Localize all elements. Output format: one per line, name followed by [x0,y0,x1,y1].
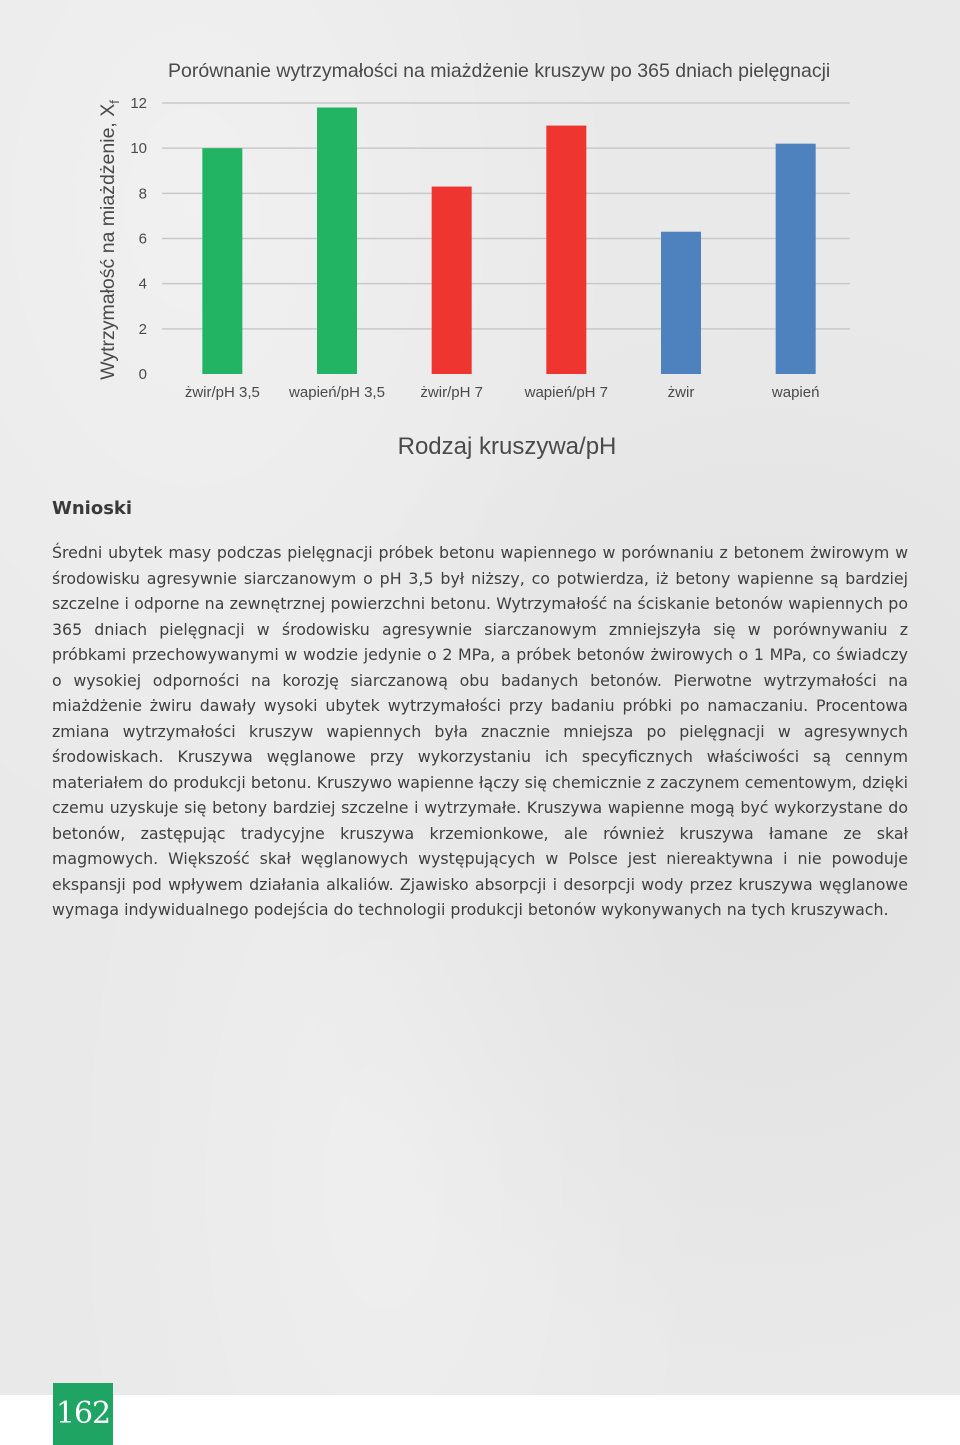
bar [546,126,586,374]
bar [317,108,357,374]
x-tick-label: żwir/pH 3,5 [184,384,260,401]
x-axis-label: Rodzaj kruszywa/pH [397,433,617,460]
y-tick-label: 2 [138,320,147,338]
page-number: 162 [53,1383,113,1445]
y-axis-label [97,100,122,380]
x-tick-label: żwir [667,384,695,401]
x-tick-labels [185,384,820,401]
y-tick-label: 8 [138,185,147,203]
crushing-strength-bar-chart [0,0,960,470]
conclusions-paragraph: Średni ubytek masy podczas pielęgnacji próbek betonu wapiennego w porównaniu z betonem żwirowym w środowisku agresywnie siarczanowym o pH 3,5 był niższy, co potwierdza, iż betony wapienne są bardziej szczelne i odporne na zewnętrznej powierzchni betonu. Wytrzymałość na ściskanie betonów wapiennych po 365 dniach pielęgnacji w środowisku agresywnie siarczanowym zmniejszyła się w porównywaniu z próbkami przechowywanymi w wodzie jedynie o 2 MPa, a próbek betonów żwirowych o 1 MPa, co świadczy o wysokiej odporności na korozję siarczanową obu badanych betonów. Pierwotne wytrzymałości na miażdżenie żwiru dawały wysoki ubytek wytrzymałości przy badaniu próbki po namaczaniu. Procentowa zmiana wytrzymałości kruszyw wapiennych była znacznie mniejsza po pielęgnacji w agresywnych środowiskach. Kruszywa węglanowe przy wykorzystaniu ich specyficznych właściwości są cennym materiałem do produkcji betonu. Kruszywo wapienne łączy się chemicznie z zaczynem cementowym, dzięki czemu uzyskuje się betony bardziej szczelne i wytrzymałe. Kruszywa wapienne mogą być wykorzystane do betonów, zastępując tradycyjne kruszywa krzemionkowe, ale również kruszywa łamane ze skał magmowych. Większość skał węglanowych występujących w Polsce jest niereaktywna i nie powoduje ekspansji pod wpływem działania alkaliów. Zjawisko absorpcji i desorpcji wody przez kruszywa węglanowe wymaga indywidualnego podejścia do technologii produkcji betonów wykonywanych na tych kruszywach. [52,543,908,919]
y-tick-label: 10 [130,140,147,158]
y-tick-label: 6 [138,230,147,248]
x-tick-label: wapień [771,384,820,401]
y-axis-label-text: Wytrzymałość na miażdżenie, X [97,103,119,380]
bar [661,232,701,374]
conclusions-heading: Wnioski [52,498,133,519]
gridlines [162,103,850,329]
x-tick-label: wapień/pH 7 [524,384,609,401]
x-tick-label: żwir/pH 7 [420,384,483,401]
x-tick-label: wapień/pH 3,5 [289,384,385,401]
y-tick-labels [130,95,147,383]
chart-title: Porównanie wytrzymałości na miażdżenie kruszyw po 365 dniach pielęgnacji [168,60,831,82]
y-tick-label: 12 [130,95,147,112]
conclusions-section [52,498,908,923]
y-axis-label-subscript: f [107,100,122,104]
y-tick-label: 4 [138,275,147,293]
bar [202,148,242,374]
bar [432,187,472,374]
bar [776,144,816,374]
y-tick-label: 0 [138,366,147,383]
